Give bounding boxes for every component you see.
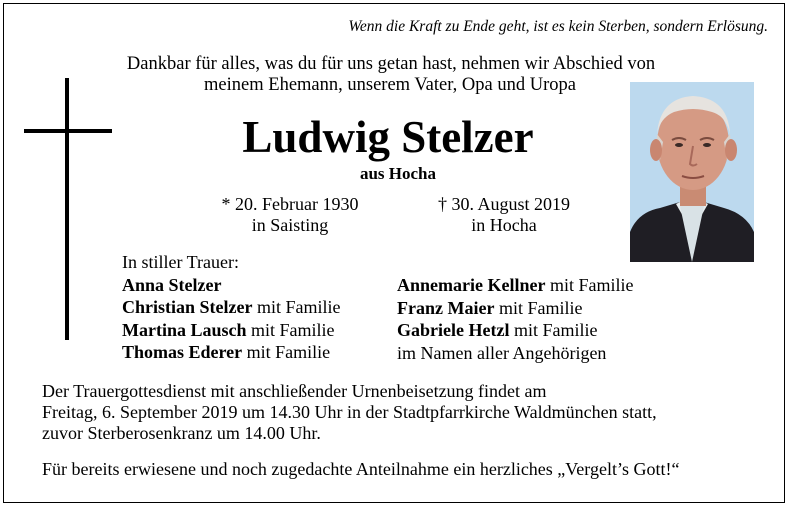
birth-place: in Saisting xyxy=(251,215,329,235)
mourner-entry xyxy=(397,297,633,320)
birth-date: * 20. Februar 1930 xyxy=(221,194,359,214)
service-announcement xyxy=(42,381,657,443)
intro-line-2: meinem Ehemann, unserem Vater, Opa und Uropa xyxy=(204,75,576,95)
service-line-2: Freitag, 6. September 2019 um 14.30 Uhr in der Stadtpfarrkirche Waldmünchen statt, xyxy=(42,401,657,422)
mourner-entry xyxy=(397,319,633,342)
mourner-entry xyxy=(122,296,340,319)
mourners-heading: In stiller Trauer: xyxy=(122,252,239,272)
mourner-suffix: mit Familie xyxy=(246,319,335,340)
mourner-name: Martina Lausch xyxy=(122,319,247,340)
mourner-suffix: im Namen aller Angehörigen xyxy=(397,342,607,363)
mourner-name: Anna Stelzer xyxy=(122,274,222,295)
motto-quote: Wenn die Kraft zu Ende geht, ist es kein Sterben, sondern Erlösung. xyxy=(348,18,768,35)
mourner-suffix: mit Familie xyxy=(494,297,583,318)
mourner-entry xyxy=(122,319,340,342)
service-line-3: zuvor Sterberosenkranz um 14.00 Uhr. xyxy=(42,422,321,443)
mourner-suffix: mit Familie xyxy=(252,297,341,318)
birth-info xyxy=(190,194,390,236)
mourner-entry xyxy=(122,274,340,297)
mourners-right xyxy=(397,274,633,364)
mourner-entry xyxy=(397,274,633,297)
portrait-photo xyxy=(630,82,754,262)
service-line-1: Der Trauergottesdienst mit anschließender Urnenbeisetzung findet am xyxy=(42,381,547,401)
thanks-text: Für bereits erwiesene und noch zugedachte Anteilnahme ein herzliches „Vergelt’s Gott!“ xyxy=(42,459,680,479)
death-info xyxy=(404,194,604,236)
mourner-suffix: mit Familie xyxy=(545,275,634,295)
death-place: in Hocha xyxy=(471,215,537,235)
intro-line-1: Dankbar für alles, was du für uns getan hast, nehmen wir Abschied von xyxy=(126,54,656,74)
mourners-left xyxy=(122,251,340,364)
deceased-name-text: Ludwig Stelzer xyxy=(242,112,534,162)
mourner-suffix: mit Familie xyxy=(509,320,598,341)
mourner-entry xyxy=(122,341,340,364)
mourner-name: Franz Maier xyxy=(397,297,495,318)
mourner-name: Gabriele Hetzl xyxy=(397,320,510,341)
death-date: † 30. August 2019 xyxy=(437,194,570,214)
deceased-origin-text: aus Hocha xyxy=(359,164,437,183)
mourner-suffix: mit Familie xyxy=(242,342,331,363)
mourner-entry xyxy=(397,342,633,365)
mourner-name: Thomas Ederer xyxy=(122,342,243,363)
mourner-name: Christian Stelzer xyxy=(122,297,253,318)
mourner-name: Annemarie Kellner xyxy=(397,275,546,295)
